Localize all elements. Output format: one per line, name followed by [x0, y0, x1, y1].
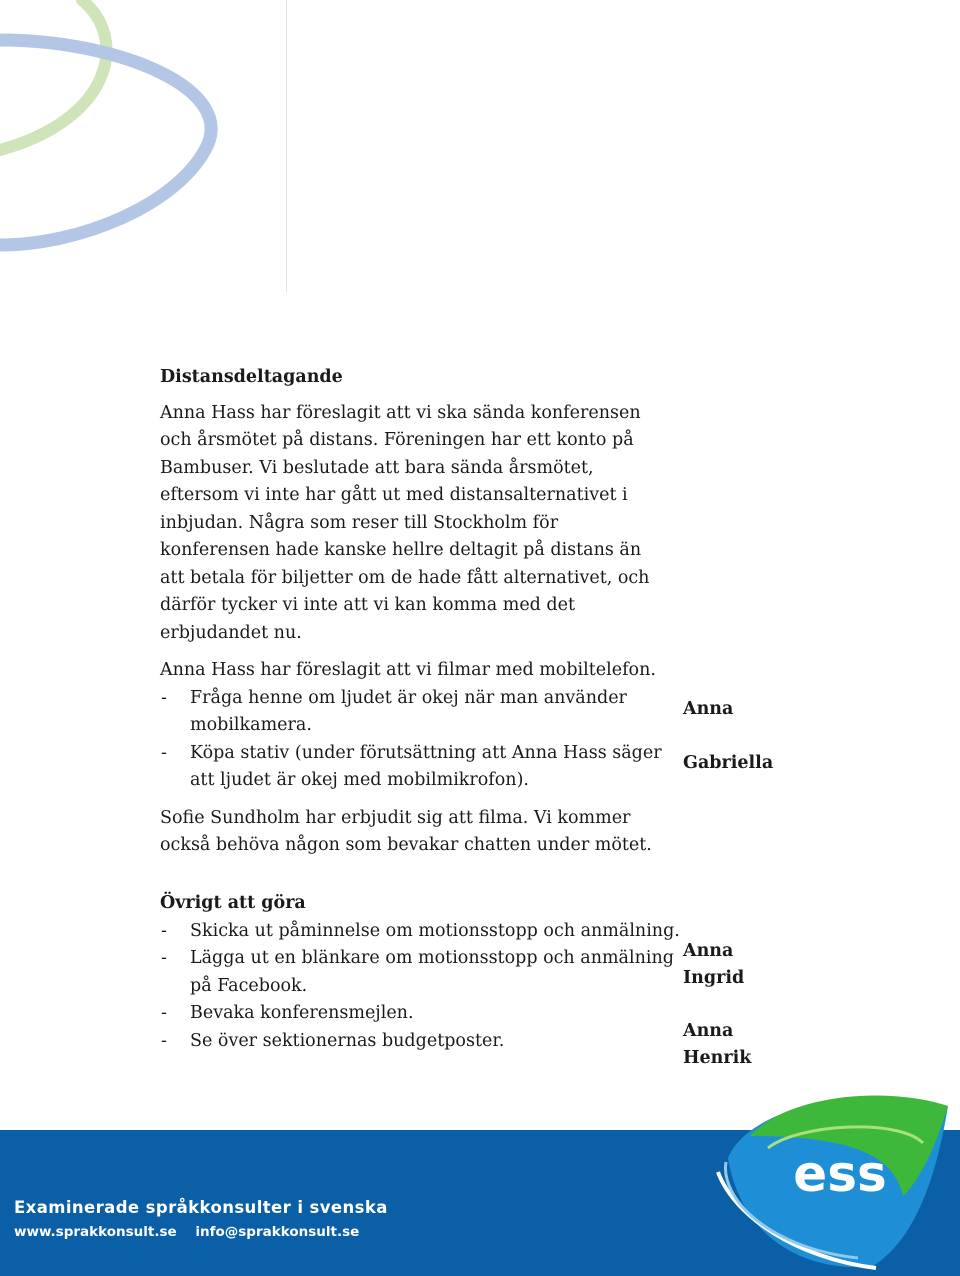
- ess-logo: [698, 1088, 960, 1276]
- task-list: [160, 918, 680, 1056]
- section-other-tasks: [160, 890, 680, 1055]
- email-link[interactable]: info@sprakkonsult.se: [195, 1224, 360, 1240]
- decorative-swoosh: [0, 0, 290, 300]
- section-distance-participation: [160, 364, 670, 860]
- responsible-person: Ingrid: [683, 968, 745, 988]
- paragraph: Anna Hass har föreslagit att vi ska sända konferensen och årsmötet på distans. Föreningen har ett konto på Bambuser. Vi beslutade att bara sända årsmötet, eftersom vi inte har gått ut med distansalternativet i inbjudan. Några som reser till Stockholm för konferensen hade kanske hellre deltagit på distans än att betala för biljetter om de hade fått alternativet, och därför tycker vi inte att vi kan komma med det erbjudandet nu.: [160, 402, 650, 643]
- divider-line: [286, 0, 287, 292]
- section-heading: Distansdeltagande: [160, 367, 343, 387]
- responsible-person: Anna: [683, 941, 734, 961]
- list-item: - Köpa stativ (under förutsättning att Anna Hass säger att ljudet är okej med mobilmikrofon).: [160, 740, 670, 795]
- list-item: - Skicka ut påminnelse om motionsstopp och anmälning.: [160, 918, 680, 946]
- responsible-person: Anna: [683, 699, 734, 719]
- list-item: - Lägga ut en blänkare om motionsstopp och anmälning på Facebook.: [160, 945, 680, 1000]
- responsible-person: Gabriella: [683, 753, 774, 773]
- list-item: - Fråga henne om ljudet är okej när man använder mobilkamera.: [160, 685, 670, 740]
- section-heading: Övrigt att göra: [160, 893, 306, 913]
- task-list: [160, 685, 670, 795]
- website-link[interactable]: www.sprakkonsult.se: [14, 1224, 177, 1240]
- footer-contact: [14, 1224, 359, 1240]
- list-item: - Bevaka konferensmejlen.: [160, 1000, 680, 1028]
- responsible-person: Anna: [683, 1021, 734, 1041]
- list-item: - Se över sektionernas budgetposter.: [160, 1028, 680, 1056]
- responsible-person: Henrik: [683, 1048, 752, 1068]
- footer-title: Examinerade språkkonsulter i svenska: [14, 1198, 388, 1217]
- paragraph: Sofie Sundholm har erbjudit sig att filma. Vi kommer också behöva någon som bevakar chatten under mötet.: [160, 807, 652, 855]
- logo-text: ess: [793, 1145, 887, 1203]
- paragraph: Anna Hass har föreslagit att vi filmar med mobiltelefon.: [160, 660, 656, 680]
